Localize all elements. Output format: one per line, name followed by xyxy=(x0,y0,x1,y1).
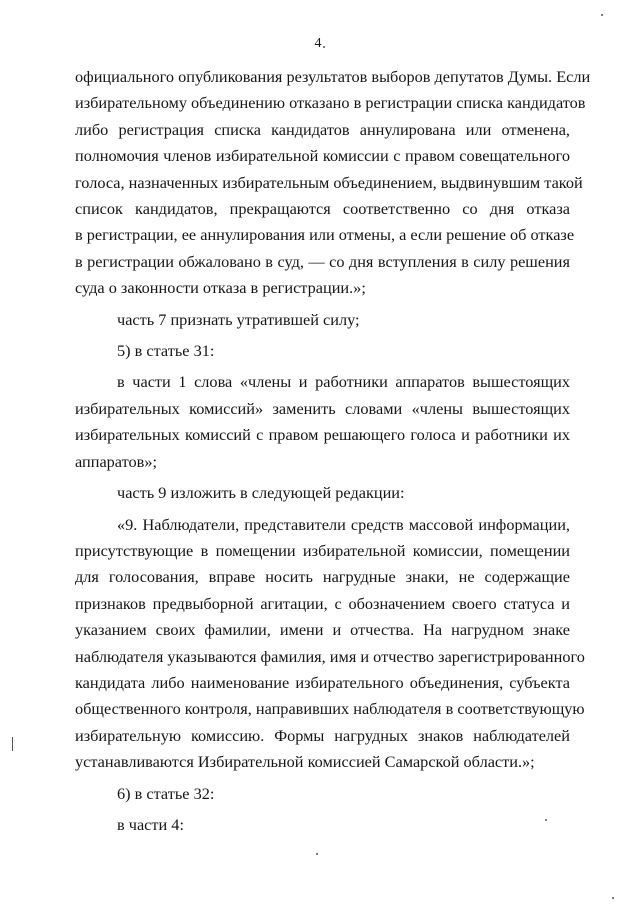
paragraph-part-1 xyxy=(75,369,570,475)
text-line: 6) в статье 32: xyxy=(117,783,215,803)
text-line: избирательному объединению отказано в регистрации списка кандидатов xyxy=(75,93,586,113)
text-line: 5) в статье 31: xyxy=(117,341,215,361)
text-line: присутствующие в помещении избирательной комиссии, помещении xyxy=(75,540,570,560)
text-line: в части 1 слова «члены и работники аппаратов вышестоящих xyxy=(117,372,570,392)
text-line: голоса, назначенных избирательным объединением, выдвинувшим такой xyxy=(75,172,583,192)
text-line: либо регистрация списка кандидатов аннулирована или отменена, xyxy=(75,119,570,139)
scan-speck xyxy=(612,897,614,899)
document-body xyxy=(75,64,591,838)
paragraph-article-32 xyxy=(75,781,570,807)
text-line: в регистрации, ее аннулирования или отмены, а если решение об отказе xyxy=(75,225,575,245)
paragraph-part-4 xyxy=(75,812,570,838)
paragraph-quote-9 xyxy=(75,512,585,776)
paragraph-article-31 xyxy=(75,338,570,364)
text-line: наблюдателя указываются фамилия, имя и отчество зарегистрированного xyxy=(75,646,585,666)
text-line: кандидата либо наименование избирательного объединения, субъекта xyxy=(75,672,570,692)
text-line: в регистрации обжаловано в суд, — со дня вступления в силу решения xyxy=(75,251,570,271)
text-line: часть 9 изложить в следующей редакции: xyxy=(117,483,405,503)
text-line: аппаратов»; xyxy=(75,451,158,471)
text-line: общественного контроля, направивших наблюдателя в соответствующую xyxy=(75,699,585,719)
text-line: избирательных комиссий» заменить словами «члены вышестоящих xyxy=(75,398,570,418)
text-line: официального опубликования результатов выборов депутатов Думы. Если xyxy=(75,67,591,86)
text-line: избирательную комиссию. Формы нагрудных знаков наблюдателей xyxy=(75,725,570,745)
page-number: 4 xyxy=(314,36,322,51)
paragraph-part-9 xyxy=(75,480,570,506)
scan-speck xyxy=(316,853,318,855)
text-line: избирательных комиссий с правом решающего голоса и работники их xyxy=(75,425,570,445)
text-line: «9. Наблюдатели, представители средств массовой информации, xyxy=(117,514,570,534)
paragraph-continuation xyxy=(75,64,591,302)
text-line: признаков предвыборной агитации, с обозначением своего статуса и xyxy=(75,593,570,613)
scan-speck xyxy=(545,819,547,821)
text-line: суда о законности отказа в регистрации.»; xyxy=(75,278,366,298)
scan-speck xyxy=(323,46,325,48)
text-line: полномочия членов избирательной комиссии с правом совещательного xyxy=(75,146,570,166)
paragraph-part-7 xyxy=(75,307,570,333)
text-line: указанием своих фамилии, имени и отчества. На нагрудном знаке xyxy=(75,620,570,640)
text-line: устанавливаются Избирательной комиссией Самарской области.»; xyxy=(75,752,535,772)
scan-speck xyxy=(12,737,13,751)
text-line: часть 7 признать утратившей силу; xyxy=(117,309,360,329)
scan-speck xyxy=(601,14,603,16)
text-line: для голосования, вправе носить нагрудные знаки, не содержащие xyxy=(75,567,570,587)
text-line: в части 4: xyxy=(117,814,184,834)
text-line: список кандидатов, прекращаются соответственно со дня отказа xyxy=(75,199,570,219)
